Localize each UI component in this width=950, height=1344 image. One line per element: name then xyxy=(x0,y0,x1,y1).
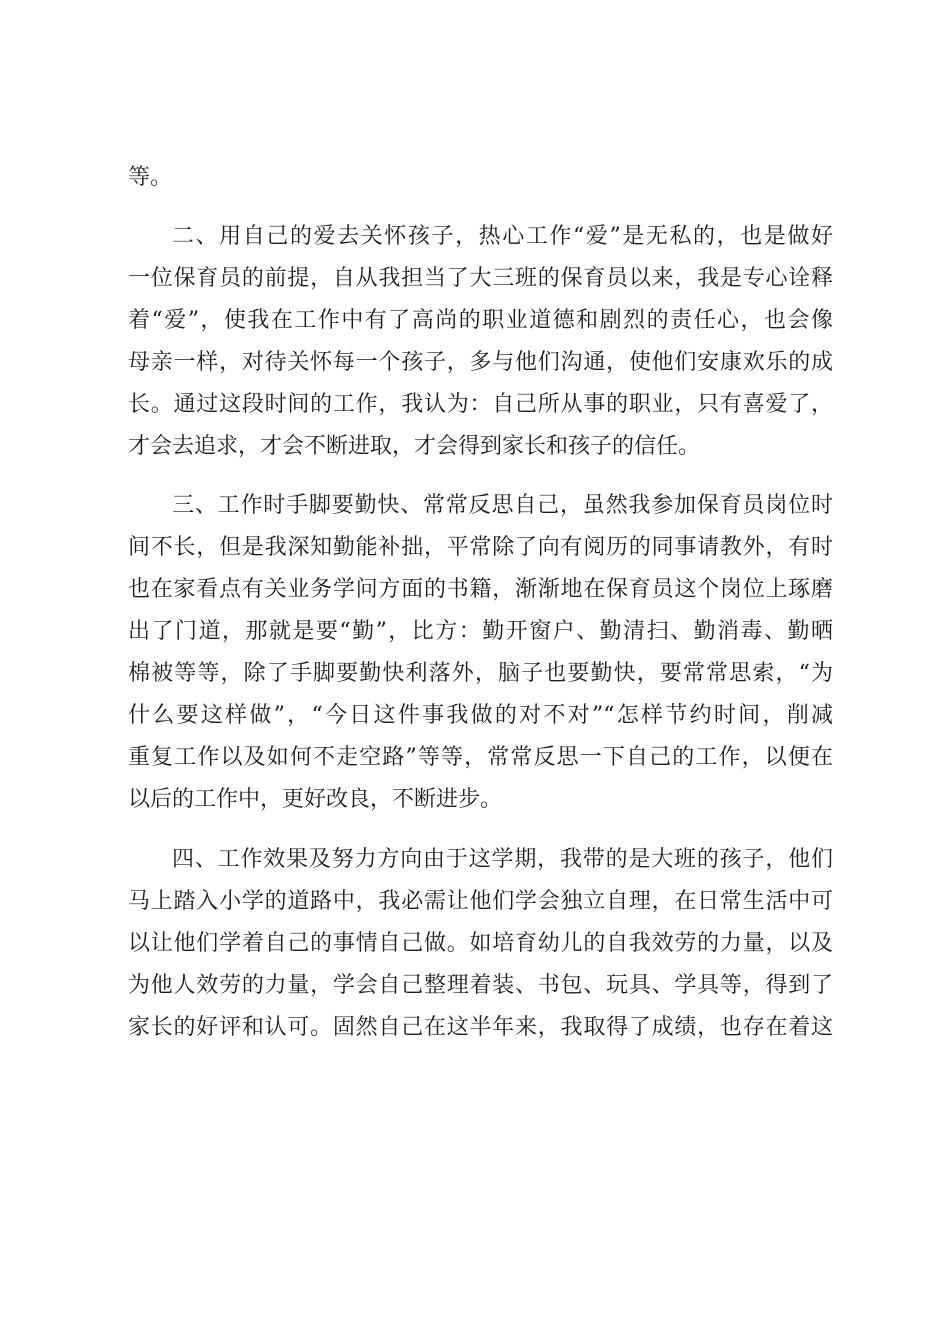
text-line: 家长的好评和认可。固然自己在这半年来，我取得了成绩，也存在着这 xyxy=(128,1014,833,1040)
document-body xyxy=(128,162,833,1071)
text-line: 为他人效劳的力量，学会自己整理着装、书包、玩具、学具等，得到了 xyxy=(128,972,833,998)
paragraph-section-three xyxy=(128,490,833,816)
text-line: 长。通过这段时间的工作，我认为：自己所从事的职业，只有喜爱了， xyxy=(128,392,833,418)
text-line: 也在家看点有关业务学问方面的书籍，渐渐地在保育员这个岗位上琢磨 xyxy=(128,577,833,603)
text-line: 以后的工作中，更好改良，不断进步。 xyxy=(128,787,503,813)
text-line: 什么要这样做”，“今日这件事我做的对不对”“怎样节约时间，削减 xyxy=(128,703,833,729)
paragraph-section-two xyxy=(128,221,833,463)
text-line: 间不长，但是我深知勤能补拙，平常除了向有阅历的同事请教外，有时 xyxy=(128,535,833,561)
text-line: 出了门道，那就是要“勤”，比方：勤开窗户、勤清扫、勤消毒、勤晒 xyxy=(128,619,833,645)
text-line: 等。 xyxy=(128,165,173,190)
text-line: 马上踏入小学的道路中，我必需让他们学会独立自理，在日常生活中可 xyxy=(128,888,833,914)
text-line: 四、工作效果及努力方向由于这学期，我带的是大班的孩子，他们 xyxy=(172,846,833,872)
paragraph-section-four xyxy=(128,844,833,1044)
paragraph-continuation xyxy=(128,162,833,194)
text-line: 棉被等等，除了手脚要勤快利落外，脑子也要勤快，要常常思索，“为 xyxy=(128,661,833,687)
text-line: 一位保育员的前提，自从我担当了大三班的保育员以来，我是专心诠释 xyxy=(128,266,833,292)
text-line: 母亲一样，对待关怀每一个孩子，多与他们沟通，使他们安康欢乐的成 xyxy=(128,350,833,376)
text-line: 才会去追求，才会不断进取，才会得到家长和孩子的信任。 xyxy=(128,434,701,460)
text-line: 重复工作以及如何不走空路”等等，常常反思一下自己的工作，以便在 xyxy=(128,745,833,771)
text-line: 以让他们学着自己的事情自己做。如培育幼儿的自我效劳的力量，以及 xyxy=(128,930,833,956)
text-line: 着“爱”，使我在工作中有了高尚的职业道德和剧烈的责任心，也会像 xyxy=(128,308,833,334)
text-line: 二、用自己的爱去关怀孩子，热心工作“爱”是无私的，也是做好 xyxy=(172,224,833,250)
text-line: 三、工作时手脚要勤快、常常反思自己，虽然我参加保育员岗位时 xyxy=(172,493,833,519)
